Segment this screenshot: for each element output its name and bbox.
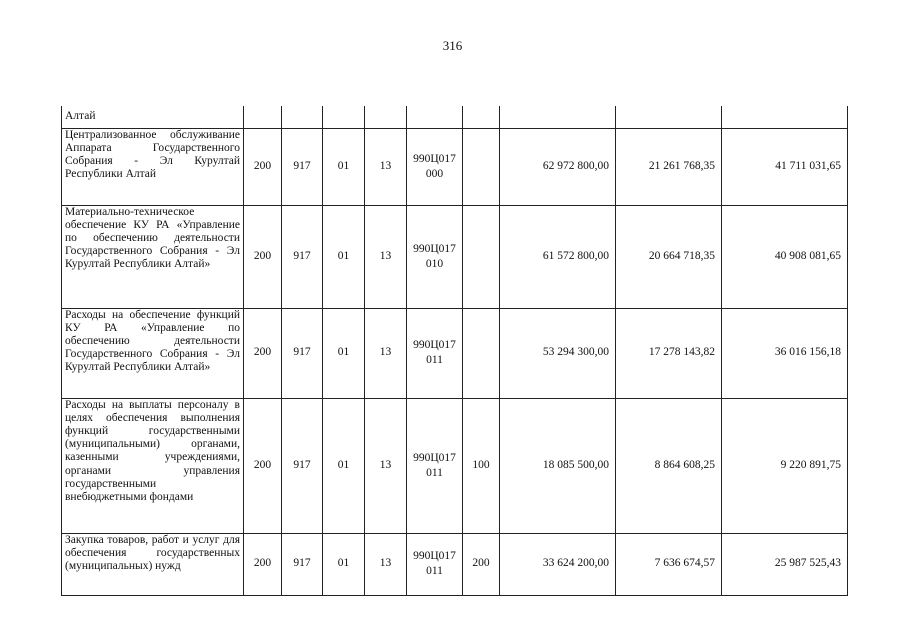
sum1-cell: 18 085 500,00 (500, 398, 616, 533)
sum2-cell: 8 864 608,25 (616, 398, 722, 533)
vr-cell: 100 (463, 398, 500, 533)
sum2-cell: 17 278 143,82 (616, 308, 722, 398)
sum1-cell: 62 972 800,00 (500, 128, 616, 205)
sum1-cell: 61 572 800,00 (500, 205, 616, 308)
rz-cell (244, 106, 282, 128)
table-row (62, 308, 848, 398)
sum3-cell: 25 987 525,43 (722, 533, 848, 595)
ps-cell: 13 (365, 308, 407, 398)
pr-cell: 01 (323, 398, 365, 533)
sum2-cell: 20 664 718,35 (616, 205, 722, 308)
row-name-cell: Расходы на обеспечение функций КУ РА «Управление по обеспечению деятельности Государственного Собрания - Эл Курултай Республики Алтай» (62, 308, 244, 398)
rz-cell: 200 (244, 398, 282, 533)
ps-cell: 13 (365, 398, 407, 533)
ps-cell (365, 106, 407, 128)
sum3-cell: 40 908 081,65 (722, 205, 848, 308)
gr-cell: 917 (282, 308, 323, 398)
pr-cell: 01 (323, 205, 365, 308)
pr-cell: 01 (323, 308, 365, 398)
sum1-cell: 33 624 200,00 (500, 533, 616, 595)
sum3-cell: 9 220 891,75 (722, 398, 848, 533)
gr-cell (282, 106, 323, 128)
vr-cell: 200 (463, 533, 500, 595)
sum1-cell: 53 294 300,00 (500, 308, 616, 398)
ps-cell: 13 (365, 205, 407, 308)
csr-cell: 990Ц017 000 (407, 128, 463, 205)
vr-cell (463, 128, 500, 205)
csr-cell: 990Ц017 010 (407, 205, 463, 308)
gr-cell: 917 (282, 128, 323, 205)
row-name-cell: Централизованное обслуживание Аппарата Государственного Собрания - Эл Курултай Республики Алтай (62, 128, 244, 205)
vr-cell (463, 205, 500, 308)
table-row (62, 106, 848, 128)
csr-cell: 990Ц017 011 (407, 308, 463, 398)
row-name-cell: Закупка товаров, работ и услуг для обеспечения государственных (муниципальных) нужд (62, 533, 244, 595)
csr-cell (407, 106, 463, 128)
gr-cell: 917 (282, 533, 323, 595)
row-name-cell: Алтай (62, 106, 244, 128)
sum3-cell (722, 106, 848, 128)
sum2-cell (616, 106, 722, 128)
rz-cell: 200 (244, 128, 282, 205)
rz-cell: 200 (244, 308, 282, 398)
budget-table (61, 106, 848, 596)
gr-cell: 917 (282, 398, 323, 533)
vr-cell (463, 106, 500, 128)
ps-cell: 13 (365, 533, 407, 595)
table-row (62, 128, 848, 205)
rz-cell: 200 (244, 533, 282, 595)
table-row (62, 533, 848, 595)
vr-cell (463, 308, 500, 398)
csr-cell: 990Ц017 011 (407, 398, 463, 533)
row-name-cell: Материально-техническое обеспечение КУ РА «Управление по обеспечению деятельности Государственного Собрания - Эл Курултай Республики Алтай» (62, 205, 244, 308)
table-row (62, 205, 848, 308)
gr-cell: 917 (282, 205, 323, 308)
table-row (62, 398, 848, 533)
pr-cell: 01 (323, 128, 365, 205)
pr-cell (323, 106, 365, 128)
pr-cell: 01 (323, 533, 365, 595)
sum3-cell: 41 711 031,65 (722, 128, 848, 205)
row-name-cell: Расходы на выплаты персоналу в целях обеспечения выполнения функций государственными (муниципальными) органами, казенными учреждениями, органами управления государственными внебюджетными фондами (62, 398, 244, 533)
sum2-cell: 7 636 674,57 (616, 533, 722, 595)
sum2-cell: 21 261 768,35 (616, 128, 722, 205)
sum3-cell: 36 016 156,18 (722, 308, 848, 398)
csr-cell: 990Ц017 011 (407, 533, 463, 595)
page-number: 316 (442, 38, 463, 53)
ps-cell: 13 (365, 128, 407, 205)
sum1-cell (500, 106, 616, 128)
rz-cell: 200 (244, 205, 282, 308)
